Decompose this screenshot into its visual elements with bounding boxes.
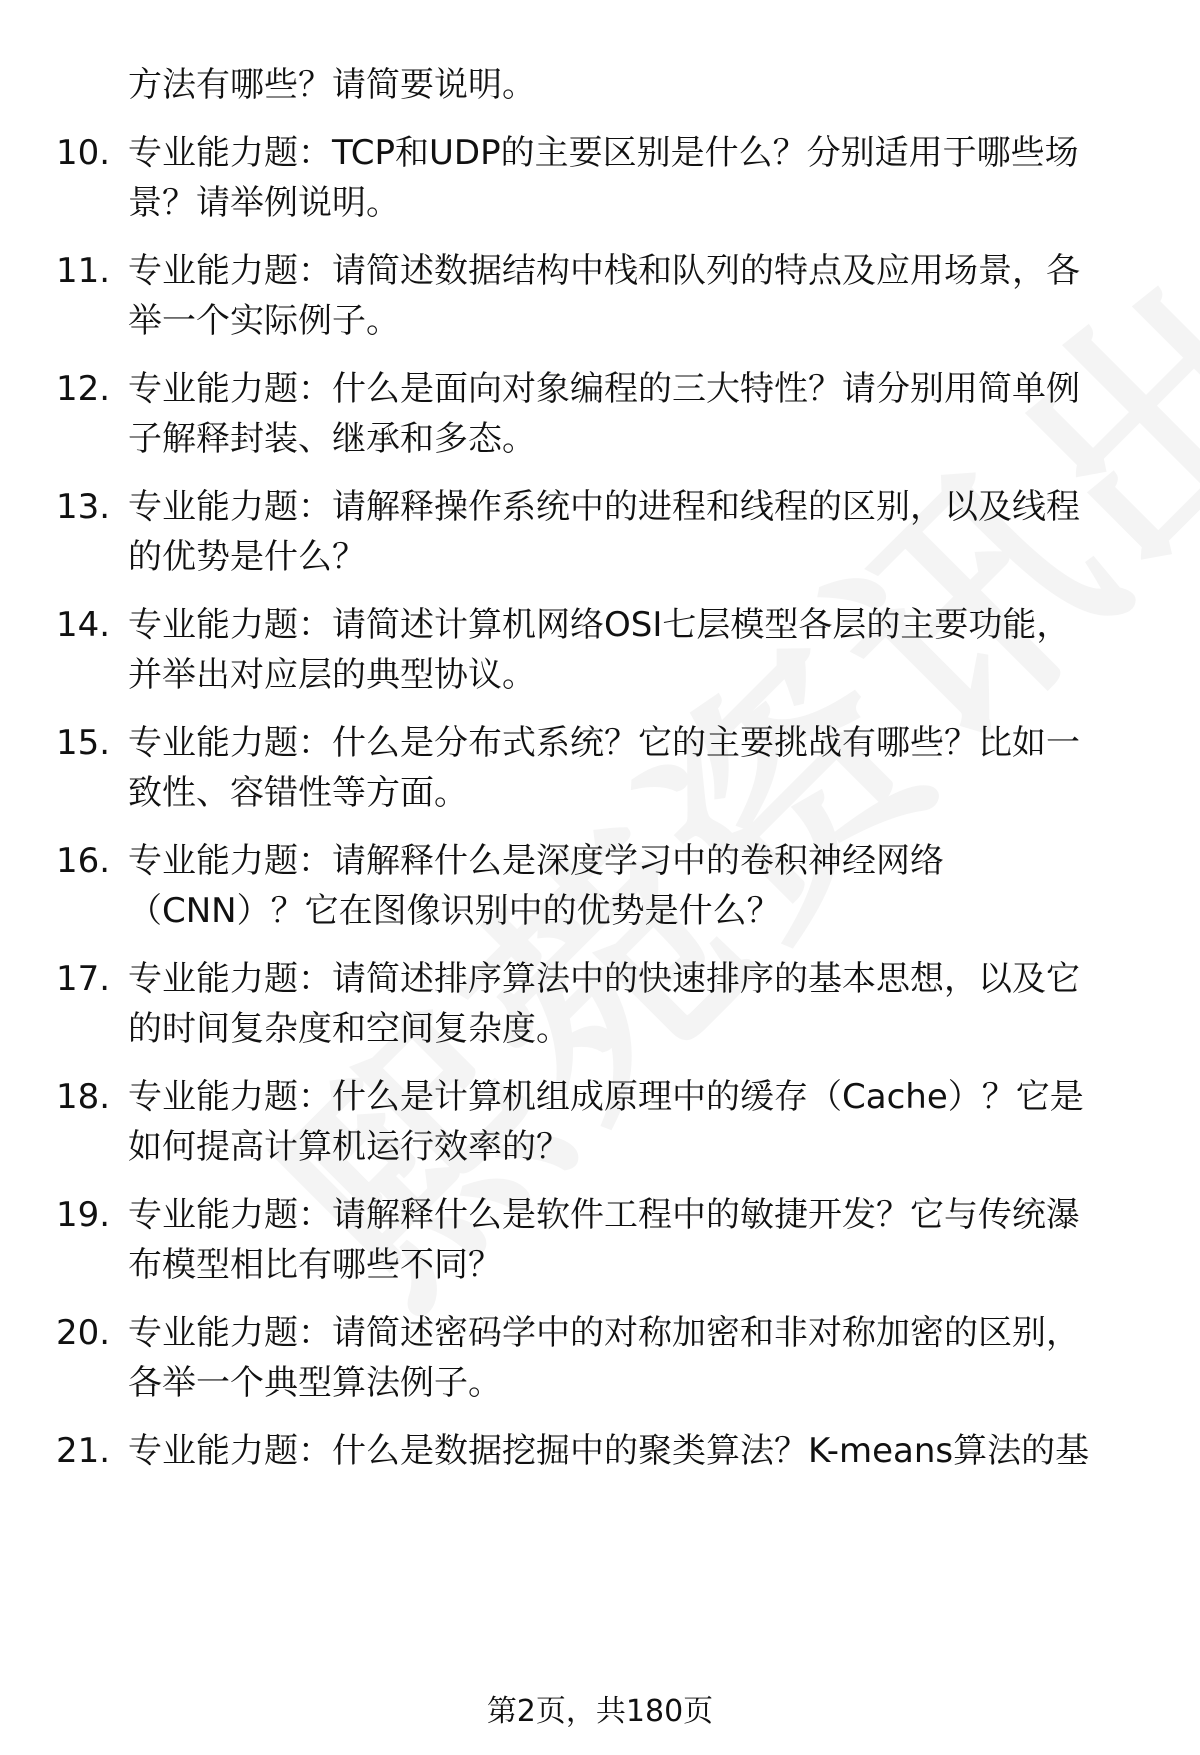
item-text-line: 各举一个典型算法例子。 [128, 1363, 502, 1403]
item-text [128, 482, 1148, 582]
item-text [128, 246, 1148, 346]
item-text [128, 1072, 1148, 1172]
item-number: 14. [56, 605, 111, 645]
list-item [0, 1072, 1200, 1182]
item-number: 12. [56, 369, 111, 409]
item-text [128, 954, 1148, 1054]
item-text-line: 专业能力题：请解释操作系统中的进程和线程的区别，以及线程 [128, 487, 1080, 527]
item-text-line: 专业能力题：请简述计算机网络OSI七层模型各层的主要功能， [128, 605, 1071, 645]
item-text-line: 专业能力题：请解释什么是软件工程中的敏捷开发？它与传统瀑 [128, 1195, 1080, 1235]
item-text [128, 718, 1148, 818]
item-text-line: 专业能力题：TCP和UDP的主要区别是什么？分别适用于哪些场 [128, 133, 1079, 173]
item-text-line: 专业能力题：请简述数据结构中栈和队列的特点及应用场景，各 [128, 251, 1080, 291]
list-item [0, 246, 1200, 356]
item-text [128, 1308, 1148, 1408]
item-text-line: 致性、容错性等方面。 [128, 773, 468, 813]
list-item [0, 364, 1200, 474]
continued-line: 方法有哪些？请简要说明。 [128, 65, 536, 105]
item-text [128, 600, 1148, 700]
list-item [0, 954, 1200, 1064]
list-item [0, 128, 1200, 238]
item-text [128, 836, 1148, 936]
item-text [128, 1426, 1148, 1476]
item-text [128, 1190, 1148, 1290]
item-text [128, 364, 1148, 464]
item-text-line: 专业能力题：什么是面向对象编程的三大特性？请分别用简单例 [128, 369, 1080, 409]
list-item [0, 1426, 1200, 1536]
item-text-line: 专业能力题：请简述密码学中的对称加密和非对称加密的区别， [128, 1313, 1080, 1353]
item-number: 11. [56, 251, 111, 291]
item-number: 21. [56, 1431, 111, 1471]
list-item [0, 718, 1200, 828]
list-item [0, 1190, 1200, 1300]
item-text-line: （CNN）？它在图像识别中的优势是什么？ [128, 891, 781, 931]
item-text-line: 专业能力题：请解释什么是深度学习中的卷积神经网络 [128, 841, 944, 881]
item-text-line: 专业能力题：什么是分布式系统？它的主要挑战有哪些？比如一 [128, 723, 1080, 763]
item-text-line: 举一个实际例子。 [128, 301, 400, 341]
item-text-line: 专业能力题：请简述排序算法中的快速排序的基本思想，以及它 [128, 959, 1080, 999]
item-number: 15. [56, 723, 111, 763]
item-text-line: 专业能力题：什么是数据挖掘中的聚类算法？K-means算法的基 [128, 1431, 1090, 1471]
item-text-line: 景？请举例说明。 [128, 183, 400, 223]
item-number: 18. [56, 1077, 111, 1117]
list-item [0, 600, 1200, 710]
item-number: 19. [56, 1195, 111, 1235]
item-number: 10. [56, 133, 111, 173]
item-text-line: 的时间复杂度和空间复杂度。 [128, 1009, 570, 1049]
item-number: 16. [56, 841, 111, 881]
list-item [0, 836, 1200, 946]
list-item [0, 482, 1200, 592]
item-text-line: 专业能力题：什么是计算机组成原理中的缓存（Cache）？它是 [128, 1077, 1084, 1117]
item-text-line: 布模型相比有哪些不同？ [128, 1245, 502, 1285]
page-footer: 第2页，共180页 [486, 1694, 714, 1729]
item-text-line: 并举出对应层的典型协议。 [128, 655, 536, 695]
item-number: 20. [56, 1313, 111, 1353]
list-item [0, 1308, 1200, 1418]
item-number: 13. [56, 487, 111, 527]
item-text-line: 如何提高计算机运行效率的？ [128, 1127, 570, 1167]
item-number: 17. [56, 959, 111, 999]
item-text [128, 128, 1148, 228]
item-text-line: 的优势是什么？ [128, 537, 366, 577]
item-text-line: 子解释封装、继承和多态。 [128, 419, 536, 459]
